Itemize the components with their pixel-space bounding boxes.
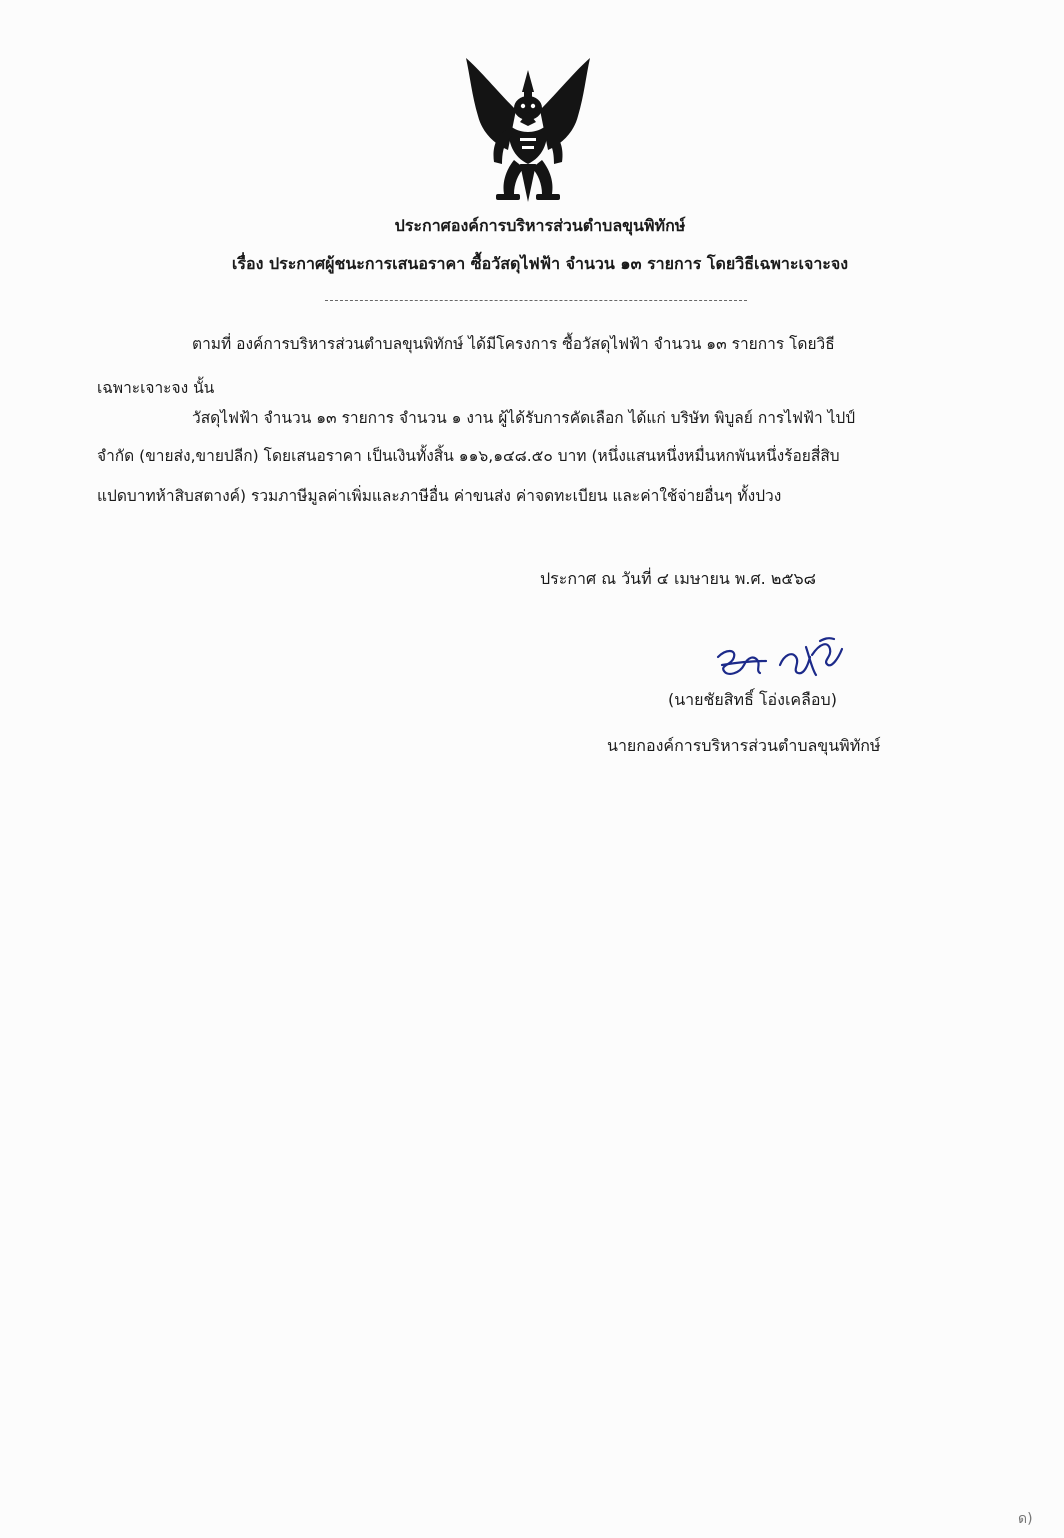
announcement-date: ประกาศ ณ วันที่ ๔ เมษายน พ.ศ. ๒๕๖๘ [540,569,816,588]
paragraph-1-line-2: เฉพาะเจาะจง นั้น [97,379,215,397]
paragraph-2-line-1: วัสดุไฟฟ้า จำนวน ๑๓ รายการ จำนวน ๑ งาน ผู้ได้รับการคัดเลือก ได้แก่ บริษัท พิบูลย์ การไฟฟ้า ไปป์ [192,409,856,427]
garuda-emblem-icon [458,52,598,204]
signer-name: (นายชัยสิทธิ์ โอ่งเคลือบ) [668,690,837,709]
signer-position: นายกองค์การบริหารส่วนตำบลขุนพิทักษ์ [607,736,881,755]
handwritten-signature-icon [710,635,850,680]
paragraph-2-line-3: แปดบาทห้าสิบสตางค์) รวมภาษีมูลค่าเพิ่มและภาษีอื่น ค่าขนส่ง ค่าจดทะเบียน และค่าใช้จ่ายอื่นๆ ทั้งปวง [97,487,782,505]
announcement-subject: เรื่อง ประกาศผู้ชนะการเสนอราคา ซื้อวัสดุไฟฟ้า จำนวน ๑๓ รายการ โดยวิธีเฉพาะเจาะจง [231,254,849,273]
announcement-title: ประกาศองค์การบริหารส่วนตำบลขุนพิทักษ์ [394,216,686,235]
title-divider [325,300,747,301]
paragraph-2-line-2: จำกัด (ขายส่ง,ขายปลีก) โดยเสนอราคา เป็นเงินทั้งสิ้น ๑๑๖,๑๔๘.๕๐ บาท (หนึ่งแสนหนึ่งหมื่นหกพันหนึ่งร้อยสี่สิบ [97,447,840,465]
corner-mark: ด) [1018,1511,1033,1527]
paragraph-1-line-1: ตามที่ องค์การบริหารส่วนตำบลขุนพิทักษ์ ได้มีโครงการ ซื้อวัสดุไฟฟ้า จำนวน ๑๓ รายการ โดยวิธี [192,335,835,353]
